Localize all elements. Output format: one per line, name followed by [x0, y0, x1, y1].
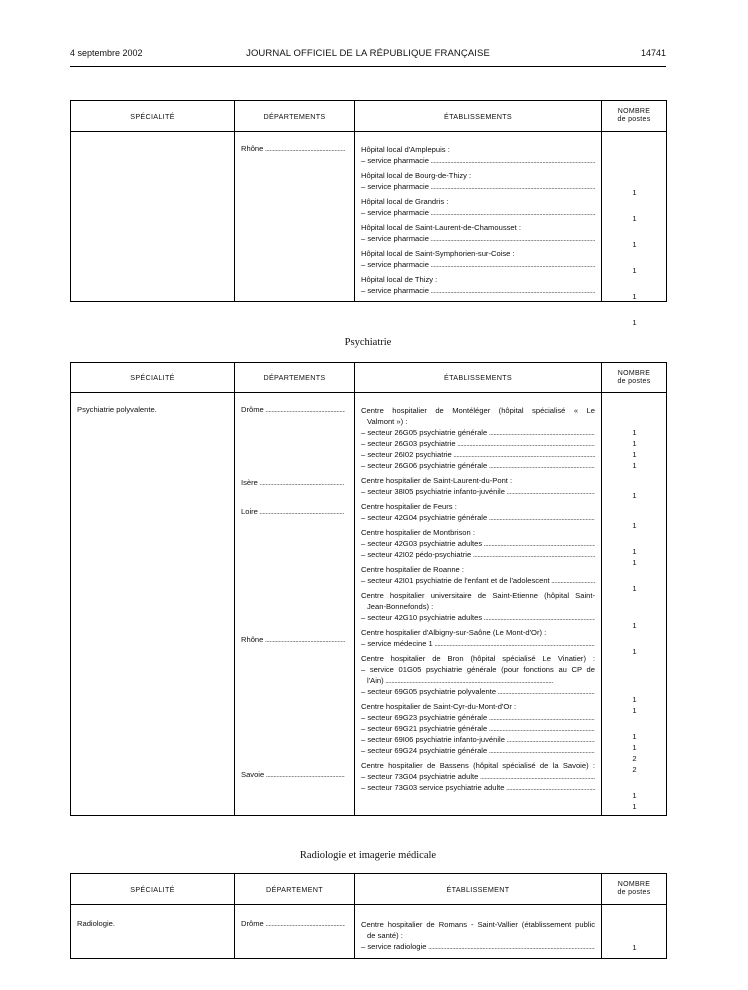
etab-cell [355, 393, 602, 816]
etab-line: Centre hospitalier d'Albigny-sur-Saône (Le Mont-d'Or) : [361, 628, 547, 637]
header-title: JOURNAL OFFICIEL DE LA RÉPUBLIQUE FRANÇAISE [246, 48, 490, 59]
col-specialite: SPÉCIALITÉ [71, 363, 235, 393]
etab-line: Hôpital local de Grandris : [361, 197, 449, 206]
count-value: 1 [632, 647, 637, 656]
etab-line: – service pharmacie ..... [361, 207, 595, 218]
etab-line: de santé) : [367, 931, 403, 940]
dept-isere: Isère ..... [241, 478, 345, 487]
etab-line: l'Ain) ..... [361, 675, 595, 686]
col-nombre: NOMBRE de postes [602, 874, 667, 905]
etab-line: – secteur 26G05 psychiatrie générale ..... [361, 427, 595, 438]
etab-line: – service pharmacie ..... [361, 155, 595, 166]
table-psychiatrie [70, 362, 667, 816]
count-value: 1 [632, 240, 637, 249]
etab-line: Centre hospitalier de Roanne : [361, 565, 465, 574]
count-value: 2 [632, 765, 637, 774]
etab-line: – service pharmacie ..... [361, 181, 595, 192]
dept-rhone: Rhône ..... [241, 144, 345, 153]
count-value: 1 [632, 521, 637, 530]
etab-line: Centre hospitalier de Montéléger (hôpital spécialisé « Le [361, 406, 595, 415]
etab-line: – secteur 38I05 psychiatrie infanto-juvénile ..... [361, 486, 595, 497]
count-value: 1 [632, 743, 637, 752]
etab-line: Hôpital local de Thizy : [361, 275, 438, 284]
etab-line: Centre hospitalier de Saint-Laurent-du-Pont : [361, 476, 513, 485]
col-specialite: SPÉCIALITÉ [71, 101, 235, 132]
count-value: 1 [632, 732, 637, 741]
specialite-cell [71, 132, 235, 302]
specialite-psychiatrie: Psychiatrie polyvalente. [77, 405, 157, 414]
etab-line: – service pharmacie ..... [361, 259, 595, 270]
etab-line: Hôpital local de Bourg-de-Thizy : [361, 171, 472, 180]
count-value: 1 [632, 439, 637, 448]
count-cell [602, 393, 667, 816]
count-value: 1 [632, 450, 637, 459]
count-value: 1 [632, 318, 637, 327]
header-rule [70, 66, 666, 67]
etab-line: – secteur 42I01 psychiatrie de l'enfant et de l'adolescent ..... [361, 575, 595, 586]
etab-line: Centre hospitalier de Feurs : [361, 502, 457, 511]
etab-line: Hôpital local de Saint-Symphorien-sur-Coise : [361, 249, 515, 258]
etab-line: Centre hospitalier universitaire de Saint-Etienne (hôpital Saint- [361, 591, 595, 600]
etab-line: – secteur 26G03 psychiatrie ..... [361, 438, 595, 449]
count-value: 1 [632, 695, 637, 704]
etab-line: – secteur 42I02 pédo-psychiatrie ..... [361, 549, 595, 560]
etab-line: – service radiologie ..... [361, 941, 595, 952]
etab-line: Centre hospitalier de Romans - Saint-Vallier (établissement public [361, 920, 595, 929]
col-departements: DÉPARTEMENTS [235, 101, 355, 132]
count-value: 1 [632, 461, 637, 470]
col-specialite: SPÉCIALITÉ [71, 874, 235, 905]
dept-drome: Drôme ..... [241, 405, 345, 414]
etab-line: Centre hospitalier de Bassens (hôpital spécialisé de la Savoie) : [361, 761, 595, 770]
etab-line: Hôpital local de Saint-Laurent-de-Chamousset : [361, 223, 521, 232]
etab-cell [355, 132, 602, 302]
col-nombre: NOMBRE de postes [602, 363, 667, 393]
col-etablissements: ÉTABLISSEMENTS [355, 363, 602, 393]
count-value: 1 [632, 802, 637, 811]
dept-loire: Loire ..... [241, 507, 345, 516]
etab-line: – secteur 42G10 psychiatrie adultes ..... [361, 612, 595, 623]
specialite-cell [71, 905, 235, 959]
dept-cell [235, 905, 355, 959]
count-value: 1 [632, 558, 637, 567]
etab-line: – secteur 69G21 psychiatrie générale ..... [361, 723, 595, 734]
table-pharmacie [70, 100, 667, 327]
etab-line: Hôpital local d'Amplepuis : [361, 145, 450, 154]
etab-line: – secteur 69G05 psychiatrie polyvalente ..... [361, 686, 595, 697]
count-value: 1 [632, 791, 637, 800]
dept-rhone: Rhône ..... [241, 635, 345, 644]
count-value: 1 [632, 188, 637, 197]
etab-line: Centre hospitalier de Montbrison : [361, 528, 475, 537]
section-title-radiologie: Radiologie et imagerie médicale [299, 850, 437, 861]
dept-savoie: Savoie ..... [241, 770, 345, 779]
table-radiologie [70, 873, 667, 959]
count-value: 1 [632, 547, 637, 556]
count-value: 1 [632, 621, 637, 630]
col-etablissements: ÉTABLISSEMENTS [355, 101, 602, 132]
etab-line: – secteur 26I02 psychiatrie ..... [361, 449, 595, 460]
count-value: 2 [632, 754, 637, 763]
etab-line: – secteur 73G03 service psychiatrie adulte ..... [361, 782, 595, 793]
dept-drome: Drôme ..... [241, 919, 345, 928]
count-value: 1 [632, 943, 637, 952]
header-page-number: 14741 [640, 48, 666, 58]
col-nombre: NOMBRE de postes [602, 101, 667, 132]
etab-line: Centre hospitalier de Saint-Cyr-du-Mont-d'Or : [361, 702, 517, 711]
header-date: 4 septembre 2002 [70, 48, 143, 58]
count-cell [602, 132, 667, 327]
section-title-psychiatrie: Psychiatrie [344, 337, 392, 348]
count-value: 1 [632, 266, 637, 275]
count-cell [602, 905, 667, 959]
dept-cell [235, 132, 355, 302]
etab-line: – service médecine 1 ..... [361, 638, 595, 649]
etab-line: Valmont ») : [367, 417, 408, 426]
etab-line: – service 01G05 psychiatrie générale (pour fonctions au CP de [361, 665, 595, 674]
etab-line: – secteur 69I06 psychiatrie infanto-juvénile ..... [361, 734, 595, 745]
count-value: 1 [632, 214, 637, 223]
count-value: 1 [632, 292, 637, 301]
count-value: 1 [632, 584, 637, 593]
etab-line: – secteur 42G04 psychiatrie générale ..... [361, 512, 595, 523]
count-value: 1 [632, 428, 637, 437]
count-value: 1 [632, 491, 637, 500]
page-header [70, 48, 666, 62]
etab-line: – secteur 69G24 psychiatrie générale ..... [361, 745, 595, 756]
etab-line: – secteur 26G06 psychiatrie générale ..... [361, 460, 595, 471]
etab-line: Centre hospitalier de Bron (hôpital spécialisé Le Vinatier) : [361, 654, 595, 663]
etab-line: – service pharmacie ..... [361, 285, 595, 296]
etab-line: Jean-Bonnefonds) : [367, 602, 434, 611]
specialite-radiologie: Radiologie. [77, 919, 115, 928]
etab-line: – service pharmacie ..... [361, 233, 595, 244]
etab-line: – secteur 42G03 psychiatrie adultes ..... [361, 538, 595, 549]
col-departements: DÉPARTEMENTS [235, 363, 355, 393]
col-departement: DÉPARTEMENT [235, 874, 355, 905]
etab-line: – secteur 73G04 psychiatrie adulte ..... [361, 771, 595, 782]
count-value: 1 [632, 706, 637, 715]
etab-cell [355, 905, 602, 959]
col-etablissement: ÉTABLISSEMENT [355, 874, 602, 905]
specialite-cell [71, 393, 235, 816]
dept-cell [235, 393, 355, 816]
etab-line: – secteur 69G23 psychiatrie générale ..... [361, 712, 595, 723]
